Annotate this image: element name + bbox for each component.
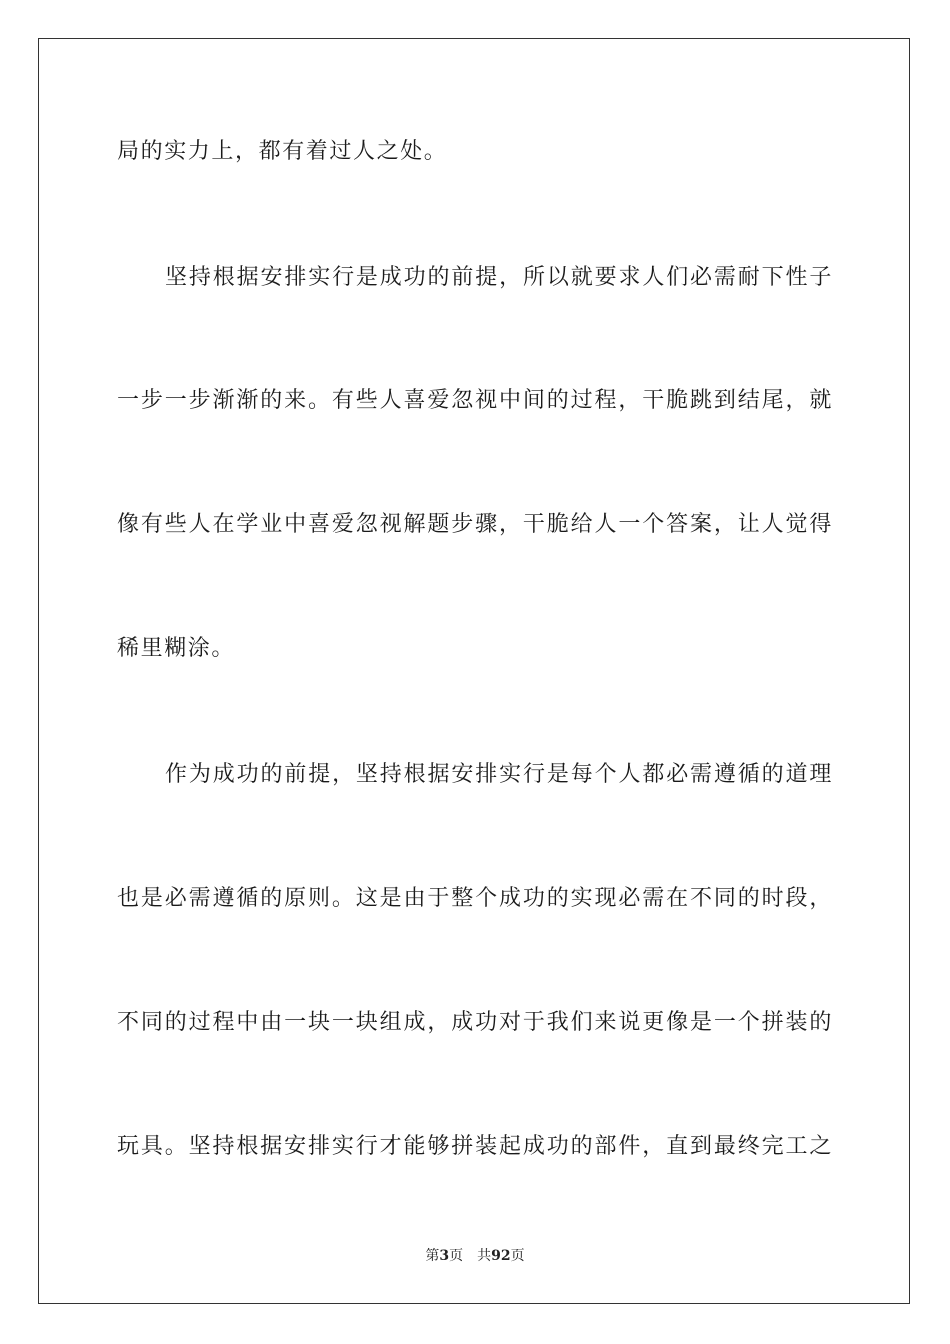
page-suffix: 页 [449,1248,464,1264]
page-number: 3 [439,1248,450,1264]
text-line-2: 坚持根据安排实行是成功的前提，所以就要求人们必需耐下性子 [165,265,833,290]
text-line-6: 作为成功的前提，坚持根据安排实行是每个人都必需遵循的道理 [165,762,833,787]
text-line-9: 玩具。坚持根据安排实行才能够拼装起成功的部件，直到最终完工之 [117,1134,833,1159]
total-prefix: 共 [477,1248,492,1264]
total-suffix: 页 [510,1248,525,1264]
text-line-8: 不同的过程中由一块一块组成，成功对于我们来说更像是一个拼装的 [117,1010,833,1035]
text-line-7: 也是必需遵循的原则。这是由于整个成功的实现必需在不同的时段， [117,886,833,911]
text-line-3: 一步一步渐渐的来。有些人喜爱忽视中间的过程，干脆跳到结尾，就 [117,388,833,413]
total-number: 92 [491,1248,511,1264]
text-line-1: 局的实力上，都有着过人之处。 [117,139,448,164]
page-prefix: 第 [425,1248,440,1264]
page-border [38,38,910,1304]
text-line-4: 像有些人在学业中喜爱忽视解题步骤，干脆给人一个答案，让人觉得 [117,512,833,537]
text-line-5: 稀里糊涂。 [117,636,236,661]
page-footer [0,1246,950,1266]
